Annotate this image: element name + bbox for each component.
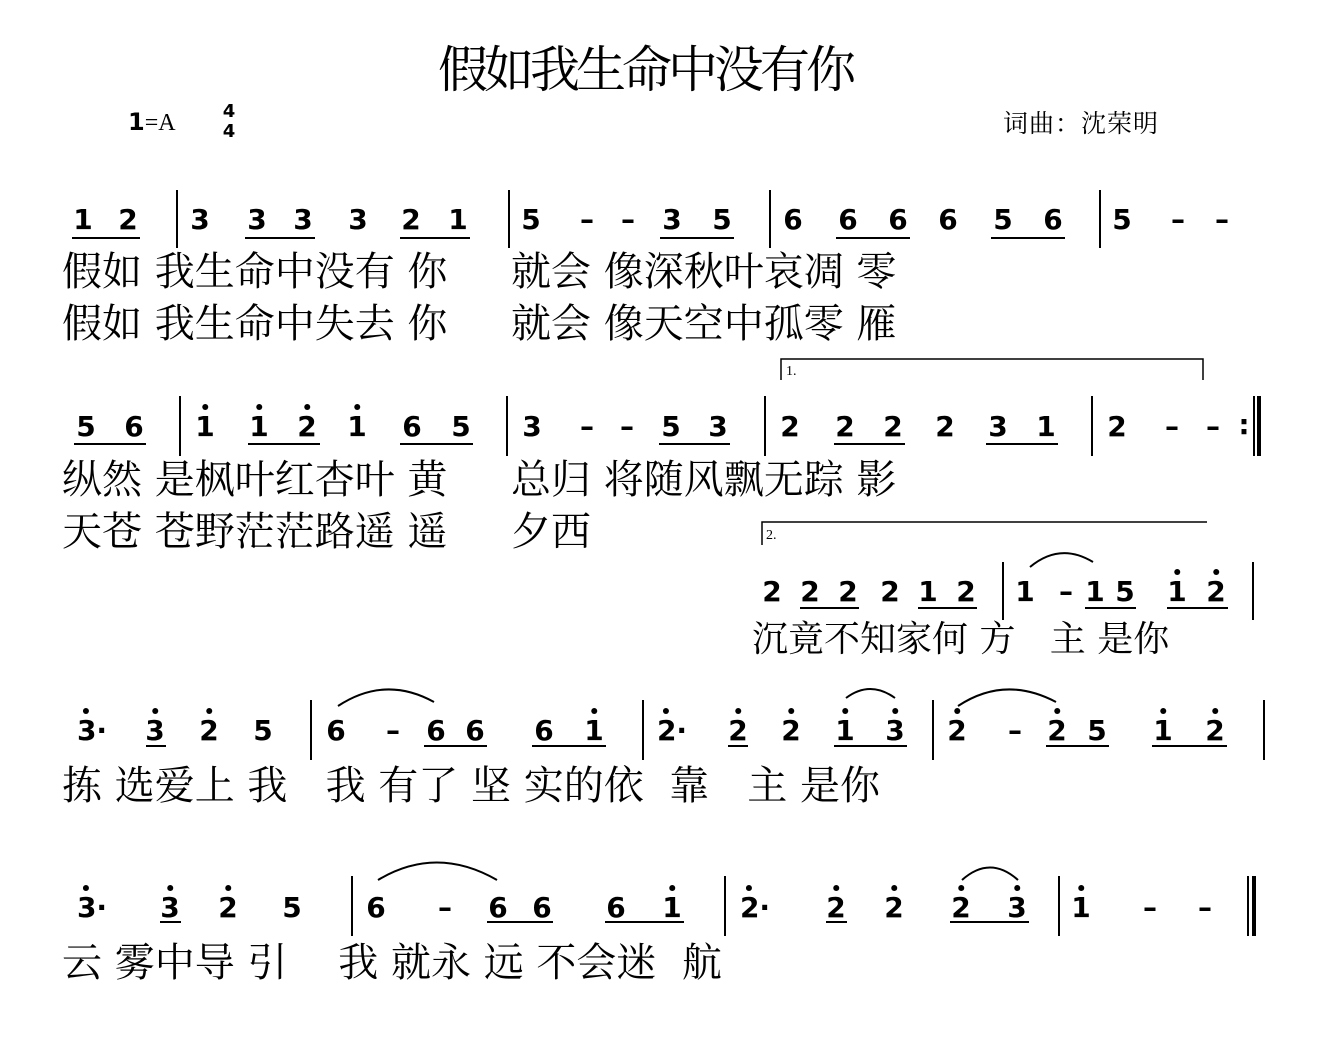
note: 5: [661, 410, 681, 443]
slur: [962, 868, 1018, 881]
note: 5: [1087, 714, 1107, 747]
note: –: [580, 410, 594, 443]
note: 2: [880, 575, 900, 608]
note: –: [386, 714, 400, 747]
note: 5: [76, 410, 96, 443]
note: –: [1215, 203, 1229, 236]
note-digit: 2: [297, 410, 317, 443]
note: –: [580, 203, 594, 236]
note: –: [1206, 410, 1220, 443]
note: 1: [1036, 410, 1056, 443]
note-digit: 1: [584, 714, 604, 747]
note-digit: 1: [1071, 891, 1091, 924]
note: –: [621, 203, 635, 236]
note: 1: [73, 203, 93, 236]
time-numerator: 4: [222, 101, 236, 122]
note: 2: [762, 575, 782, 608]
note-digit: 2·: [656, 714, 688, 747]
note-digit: 3·: [76, 714, 108, 747]
note: 6: [465, 714, 485, 747]
note-digit: 2: [1047, 714, 1067, 747]
note: 1: [918, 575, 938, 608]
note-digit: 2: [947, 714, 967, 747]
note: 2: [401, 203, 421, 236]
note: 5: [521, 203, 541, 236]
note: 2: [956, 575, 976, 608]
note: –: [438, 891, 452, 924]
note-digit: 3: [1007, 891, 1027, 924]
credit-line: 词曲：沈荣明: [1003, 109, 1160, 138]
note: –: [1165, 410, 1179, 443]
note: 2: [935, 410, 955, 443]
note: –: [1059, 575, 1073, 608]
note-digit: 1: [195, 410, 215, 443]
repeat-colon: :: [1238, 408, 1250, 441]
note: 3: [348, 203, 368, 236]
note-digit: 1: [1153, 714, 1173, 747]
note-digit: 2: [1205, 714, 1225, 747]
note-digit: 1: [347, 410, 367, 443]
note-digit: 1: [1167, 575, 1187, 608]
note: 5: [253, 714, 273, 747]
note: 2: [838, 575, 858, 608]
note: 5: [1112, 203, 1132, 236]
note-digit: 2: [781, 714, 801, 747]
note: –: [1008, 714, 1022, 747]
note: 6: [938, 203, 958, 236]
note: 1: [448, 203, 468, 236]
lyric-line: 天苍 苍野茫茫路遥 遥 夕西: [62, 509, 592, 555]
note: 3: [988, 410, 1008, 443]
slur: [846, 689, 895, 698]
note: 5: [712, 203, 732, 236]
note: 3: [708, 410, 728, 443]
note: 6: [426, 714, 446, 747]
note: 1: [1015, 575, 1035, 608]
slur: [338, 689, 434, 706]
slur: [1030, 553, 1093, 567]
note-digit: 2: [199, 714, 219, 747]
note-digit: 2·: [739, 891, 771, 924]
note: 6: [888, 203, 908, 236]
note-digit: 2: [218, 891, 238, 924]
note: 6: [534, 714, 554, 747]
note-digit: 3: [145, 714, 165, 747]
note: 2: [1107, 410, 1127, 443]
slur: [958, 689, 1056, 706]
note-digit: 2: [1206, 575, 1226, 608]
note: 6: [606, 891, 626, 924]
first-ending-bracket: [781, 359, 1203, 380]
note: –: [1171, 203, 1185, 236]
note: 6: [124, 410, 144, 443]
note-digit: 3·: [76, 891, 108, 924]
lyric-line: 拣 选爱上 我 我 有了 坚 实的依 靠 主 是你: [62, 763, 881, 809]
note: –: [1198, 891, 1212, 924]
note: –: [620, 410, 634, 443]
note-digit: 3: [885, 714, 905, 747]
note: 2: [835, 410, 855, 443]
key-tonic-numeral: 1: [128, 108, 145, 136]
note: 6: [488, 891, 508, 924]
note: 5: [451, 410, 471, 443]
first-ending-label: 1.: [786, 364, 797, 379]
note: 3: [247, 203, 267, 236]
time-denominator: 4: [222, 121, 236, 142]
note: 5: [282, 891, 302, 924]
note: 6: [366, 891, 386, 924]
note: 6: [532, 891, 552, 924]
note: 6: [1043, 203, 1063, 236]
note-digit: 2: [884, 891, 904, 924]
second-ending-bracket: [762, 522, 1207, 545]
note: 3: [190, 203, 210, 236]
lyric-line: 假如 我生命中失去 你 就会 像天空中孤零 雁: [62, 301, 897, 347]
lyric-line: 云 雾中导 引 我 就永 远 不会迷 航: [62, 940, 722, 986]
second-ending-label: 2.: [766, 528, 777, 543]
lyric-line: 纵然 是枫叶红杏叶 黄 总归 将随风飘无踪 影: [62, 457, 897, 503]
note: 3: [522, 410, 542, 443]
note: –: [1143, 891, 1157, 924]
note-digit: 2: [728, 714, 748, 747]
note: 2: [883, 410, 903, 443]
song-title: 假如我生命中没有你: [438, 41, 852, 99]
note: 6: [838, 203, 858, 236]
note-digit: 1: [249, 410, 269, 443]
note-digit: 2: [826, 891, 846, 924]
note: 1: [1085, 575, 1105, 608]
slur: [378, 863, 497, 881]
note-digit: 1: [835, 714, 855, 747]
note: 6: [402, 410, 422, 443]
note: 6: [326, 714, 346, 747]
note-digit: 2: [951, 891, 971, 924]
key-value: =A: [144, 110, 176, 136]
note-digit: 1: [662, 891, 682, 924]
note: 3: [293, 203, 313, 236]
note: 6: [783, 203, 803, 236]
note: 2: [118, 203, 138, 236]
note: 2: [800, 575, 820, 608]
note: 5: [1115, 575, 1135, 608]
note-digit: 3: [160, 891, 180, 924]
note: 2: [780, 410, 800, 443]
note: 5: [993, 203, 1013, 236]
lyric-line: 沉竟不知家何 方 主 是你: [752, 619, 1170, 660]
lyric-line: 假如 我生命中没有 你 就会 像深秋叶哀凋 零: [62, 249, 897, 295]
note: 3: [662, 203, 682, 236]
